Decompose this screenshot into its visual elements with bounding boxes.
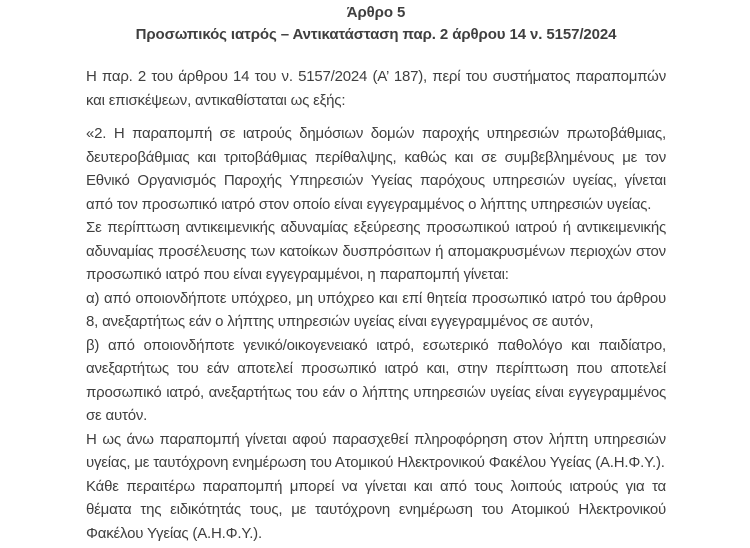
- provision-paragraph-exception-intro: Σε περίπτωση αντικειμενικής αδυναμίας εξεύρεσης προσωπικού ιατρού ή αντικειμενικής αδυναμίας προσέλευσης των κατοίκων δυσπρόσιτων ή απομακρυσμένων περιοχών στον προσωπικό ιατρό που είναι εγγεγραμμένοι, η παραπομπή γίνεται:: [86, 219, 666, 283]
- article-title: Προσωπικός ιατρός – Αντικατάσταση παρ. 2 άρθρου 14 ν. 5157/2024: [135, 26, 617, 43]
- provision-case-a: α) από οποιονδήποτε υπόχρεο, μη υπόχρεο και επί θητεία προσωπικό ιατρό του άρθρου 8, ανεξαρτήτως εάν ο λήπτης υπηρεσιών υγείας είναι εγγεγραμμένος σε αυτόν,: [86, 289, 666, 330]
- article-heading: [86, 2, 666, 46]
- provision-paragraph-2: «2. Η παραπομπή σε ιατρούς δημόσιων δομών παροχής υπηρεσιών πρωτοβάθμιας, δευτεροβάθμιας και τριτοβάθμιας περίθαλψης, καθώς και σε συμβεβλημένους με τον Εθνικό Οργανισμός Παροχής Υπηρεσιών Υγείας παρόχους υπηρεσιών υγείας, γίνεται από τον προσωπικό ιατρό στον οποίο είναι εγγεγραμμένος ο λήπτης υπηρεσιών υγείας.: [86, 125, 666, 213]
- intro-paragraph: Η παρ. 2 του άρθρου 14 του ν. 5157/2024 (Α’ 187), περί του συστήματος παραπομπών και επισκέψεων, αντικαθίσταται ως εξής:: [86, 68, 666, 109]
- document-content: [86, 2, 666, 545]
- provision-paragraph-further-referrals: Κάθε περαιτέρω παραπομπή μπορεί να γίνεται και από τους λοιπούς ιατρούς για τα θέματα της ειδικότητάς τους, με ταυτόχρονη ενημέρωση του Ατομικού Ηλεκτρονικού Φακέλου Υγείας (Α.Η.Φ.Υ.).: [86, 477, 666, 542]
- article-number: Άρθρο 5: [346, 4, 406, 21]
- provision-case-b: β) από οποιονδήποτε γενικό/οικογενειακό ιατρό, εσωτερικό παθολόγο και παιδίατρο, ανεξαρτήτως του εάν αποτελεί προσωπικό ιατρό και, στην περίπτωση που αποτελεί προσωπικό ιατρό, ανεξαρτήτως του εάν ο λήπτης υπηρεσιών υγείας είναι εγγεγραμμένος σε αυτόν.: [86, 336, 666, 424]
- provision-paragraph-information: Η ως άνω παραπομπή γίνεται αφού παρασχεθεί πληροφόρηση στον λήπτη υπηρεσιών υγείας, με ταυτόχρονη ενημέρωση του Ατομικού Ηλεκτρονικού Φακέλου Υγείας (Α.Η.Φ.Υ.).: [86, 430, 666, 471]
- quoted-provision: [86, 122, 666, 545]
